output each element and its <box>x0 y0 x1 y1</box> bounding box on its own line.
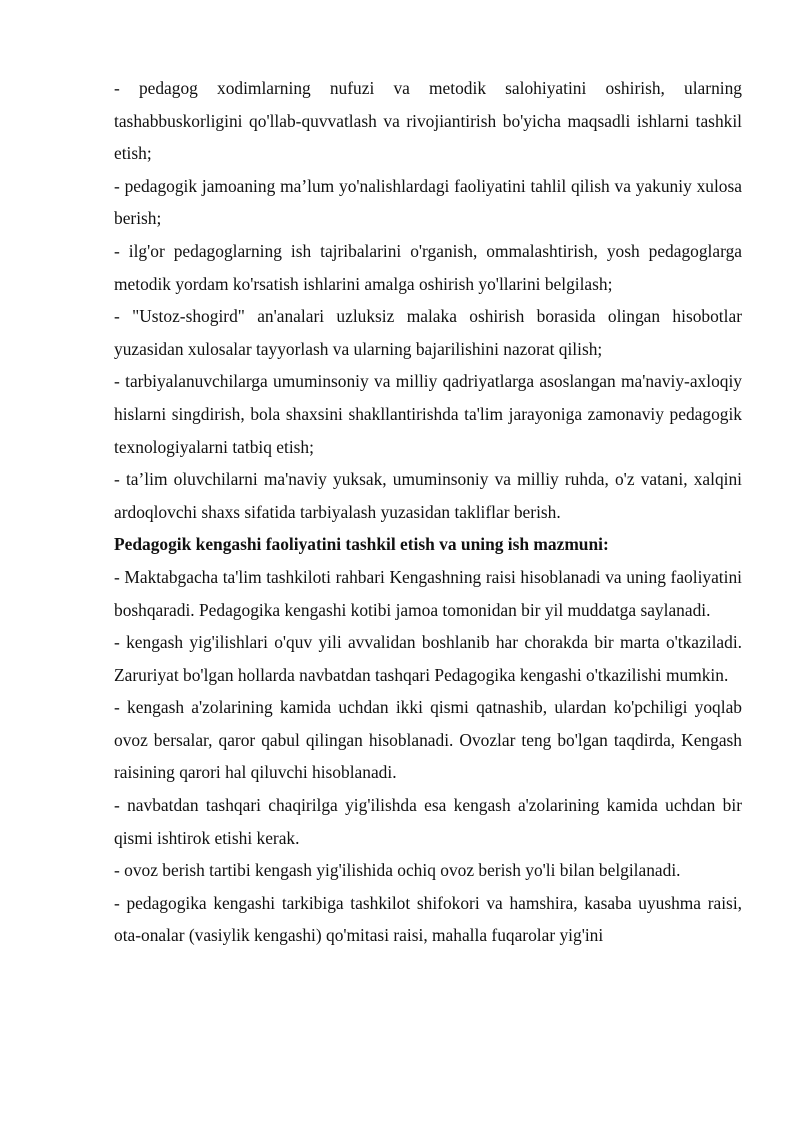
paragraph: - ilg'or pedagoglarning ish tajribalarini o'rganish, ommalashtirish, yosh pedagoglarga metodik yordam ko'rsatish ishlarini amalga oshirish yo'llarini belgilash; <box>114 240 742 294</box>
paragraph: - tarbiyalanuvchilarga umuminsoniy va milliy qadriyatlarga asoslangan ma'naviy-axloqiy hislarni singdirish, bola shaxsini shakllantirishda ta'lim jarayoniga zamonaviy pedagogik texnologiyalarni tatbiq etish; <box>114 371 742 457</box>
paragraph: - pedagog xodimlarning nufuzi va metodik salohiyatini oshirish, ularning tashabbuskorligini qo'llab-quvvatlash va rivojiantirish bo'yicha maqsadli ishlarni tashkil etish; <box>114 78 742 164</box>
paragraph: - pedagogika kengashi tarkibiga tashkilot shifokori va hamshira, kasaba uyushma raisi, ota-onalar (vasiylik kengashi) qo'mitasi raisi, mahalla fuqarolar yig'ini <box>114 892 742 946</box>
paragraph: - ovoz berish tartibi kengash yig'ilishida ochiq ovoz berish yo'li bilan belgilanadi. <box>114 860 681 881</box>
document-page <box>114 72 742 952</box>
paragraph: - taʼlim oluvchilarni ma'naviy yuksak, umuminsoniy va milliy ruhda, o'z vatani, xalqini ardoqlovchi shaxs sifatida tarbiyalash yuzasidan takliflar berish. <box>114 469 742 522</box>
paragraph: - pedagogik jamoaning maʼlum yo'nalishlardagi faoliyatini tahlil qilish va yakuniy xulosa berish; <box>114 175 742 229</box>
paragraph: - navbatdan tashqari chaqirilga yig'ilishda esa kengash a'zolarining kamida uchdan bir qismi ishtirok etishi kerak. <box>114 795 742 848</box>
paragraph: - "Ustoz-shogird" an'analari uzluksiz malaka oshirish borasida olingan hisobotlar yuzasidan xulosalar tayyorlash va ularning bajarilishini nazorat qilish; <box>114 306 742 359</box>
paragraph: - kengash yig'ilishlari o'quv yili avvalidan boshlanib har chorakda bir marta o'tkaziladi. Zaruriyat bo'lgan hollarda navbatdan tashqari Pedagogika kengashi o'tkazilishi mumkin. <box>114 632 742 685</box>
paragraph: - Maktabgacha ta'lim tashkiloti rahbari Kengashning raisi hisoblanadi va uning faoliyatini boshqaradi. Pedagogika kengashi kotibi jamoa tomonidan bir yil muddatga saylanadi. <box>114 566 742 620</box>
paragraph: - kengash a'zolarining kamida uchdan ikki qismi qatnashib, ulardan ko'pchiligi yoqlab ovoz bersalar, qaror qabul qilingan hisoblanadi. Ovozlar teng bo'lgan taqdirda, Kengash raisining qarori hal qiluvchi hisoblanadi. <box>114 697 742 783</box>
section-heading: Pedagogik kengashi faoliyatini tashkil etish va uning ish mazmuni: <box>114 534 609 555</box>
